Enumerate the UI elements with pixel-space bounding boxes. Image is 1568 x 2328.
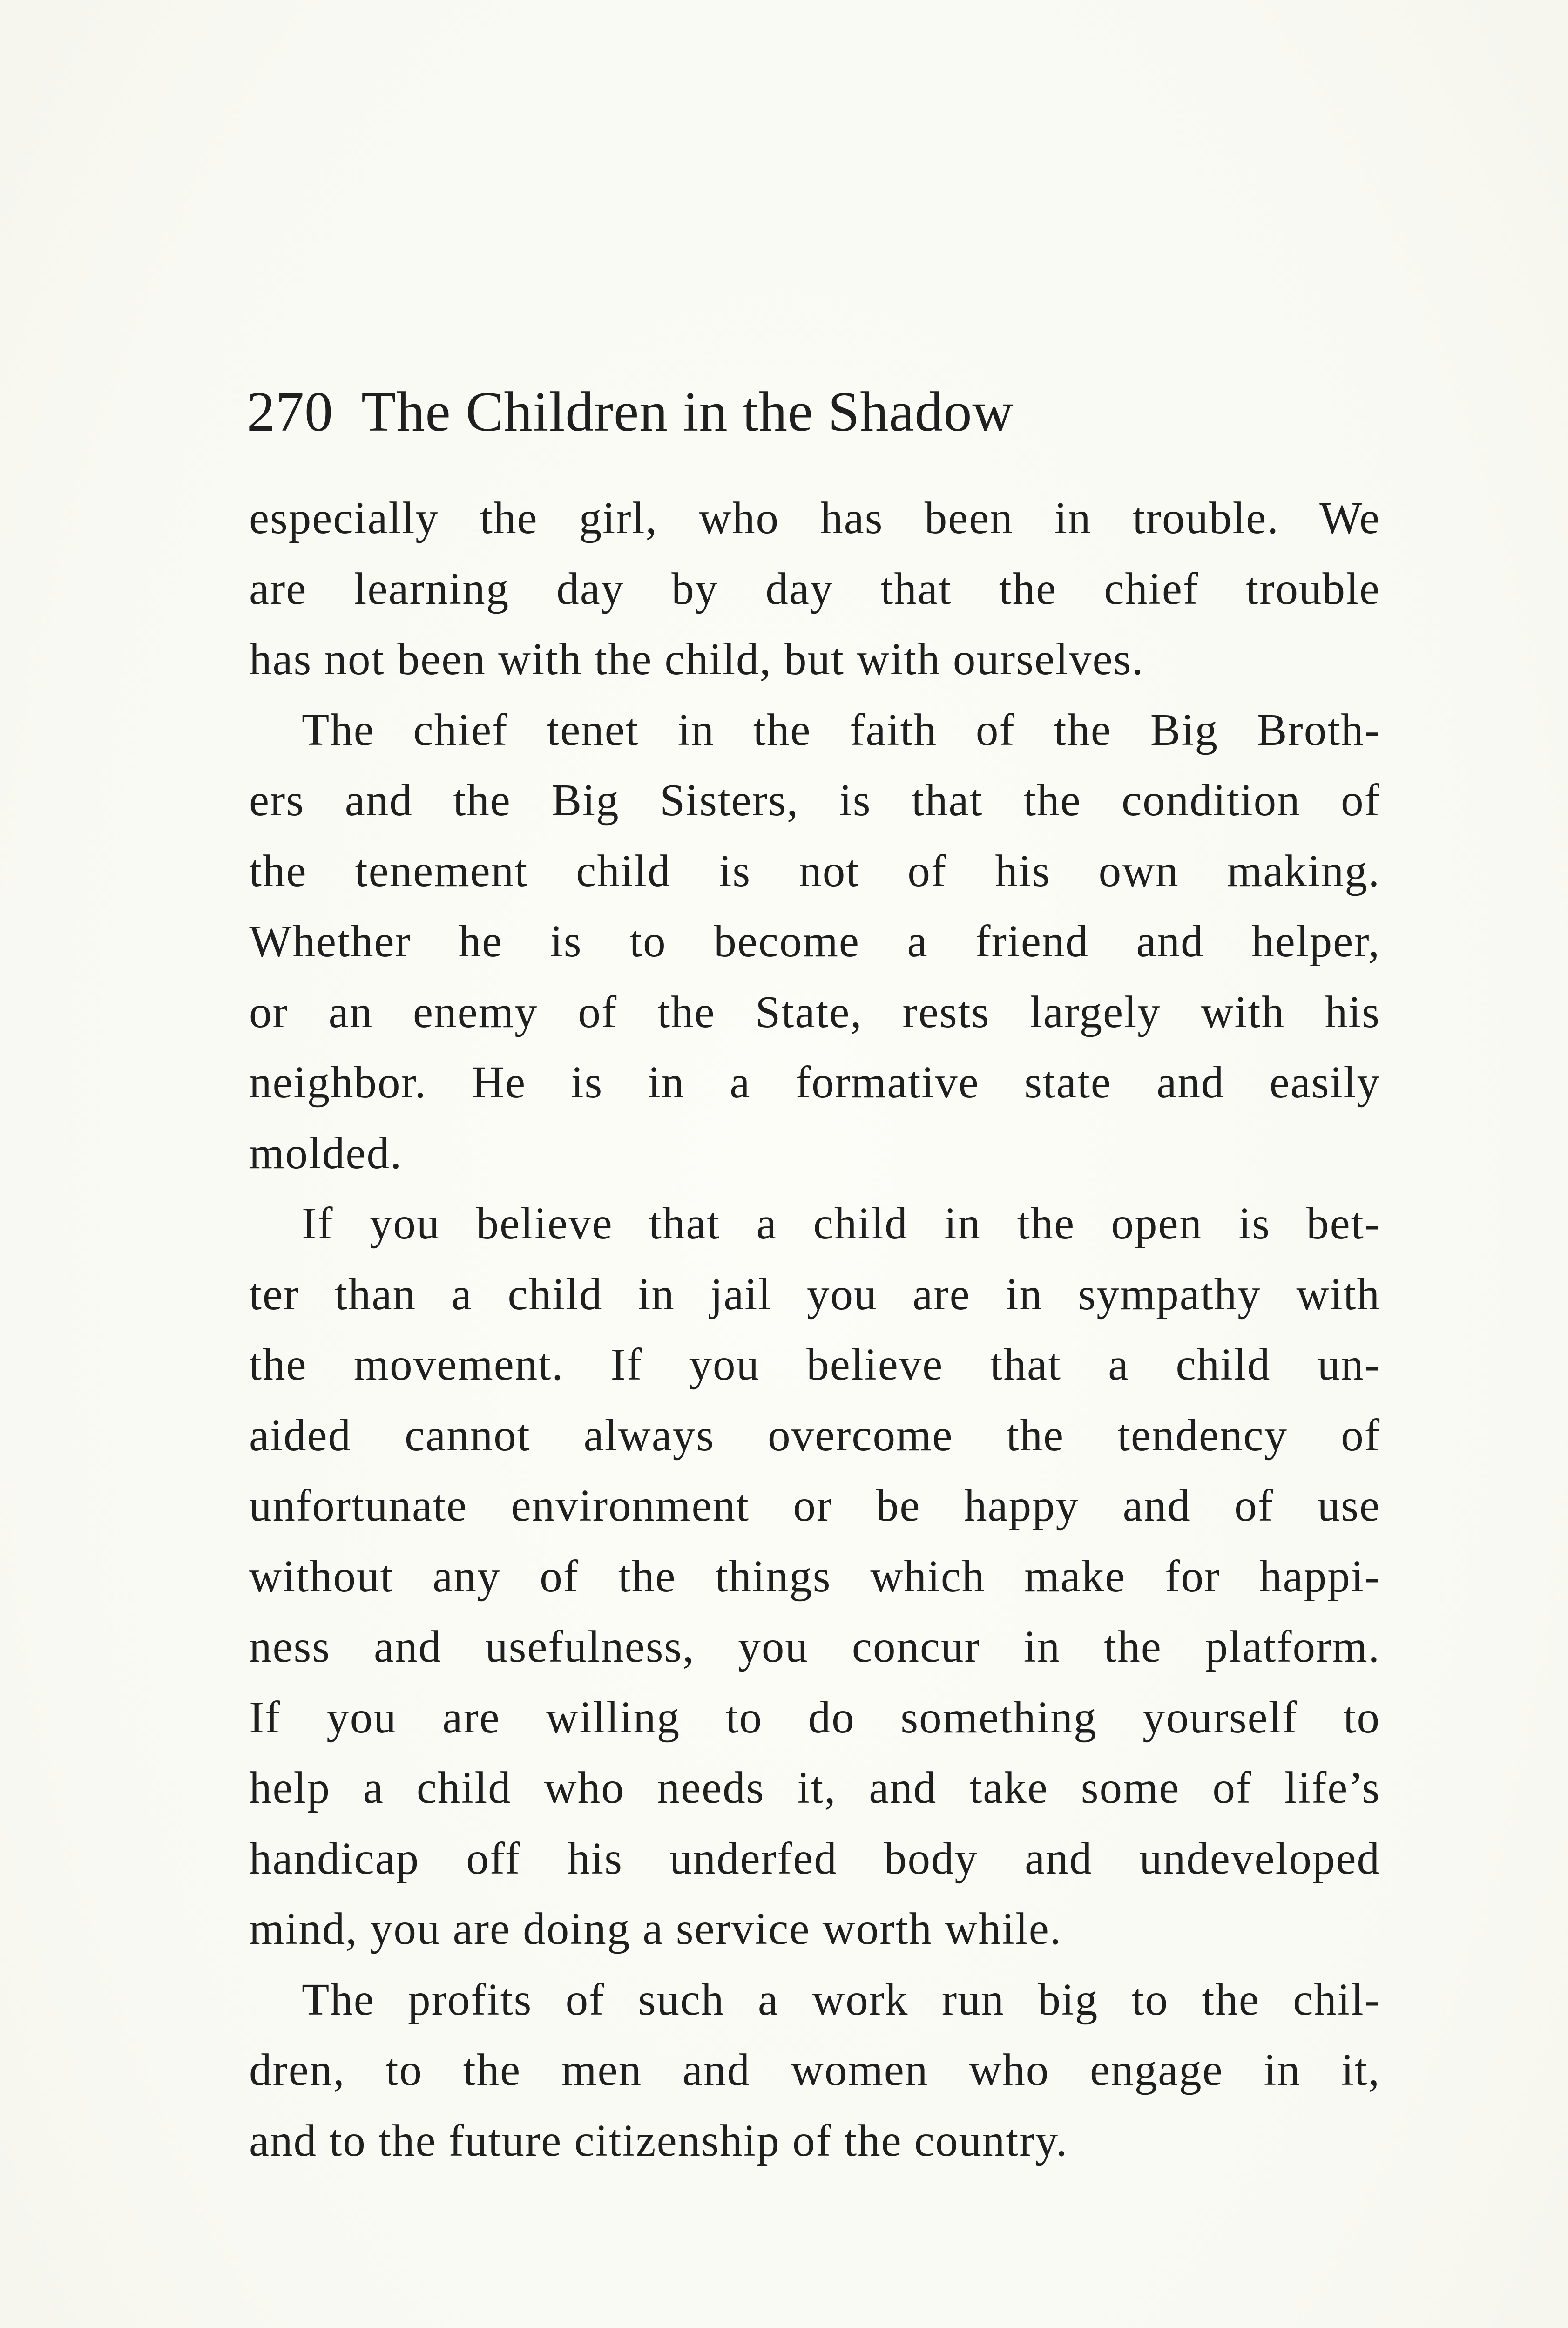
paragraph-2 <box>249 695 1380 1189</box>
text-line: and to the future citizenship of the country. <box>249 2115 1068 2166</box>
text-line: ness and usefulness, you concur in the platform. <box>249 1622 1380 1672</box>
text-line: or an enemy of the State, rests largely with his <box>249 987 1380 1037</box>
running-title: The Children in the Shadow <box>361 380 1014 443</box>
text-line: If you are willing to do something yourself to <box>249 1692 1380 1742</box>
paragraph-1 <box>249 483 1380 695</box>
text-line: Whether he is to become a friend and helper, <box>249 916 1380 966</box>
text-line: unfortunate environment or be happy and of use <box>249 1481 1380 1530</box>
text-line: mind, you are doing a service worth while. <box>249 1904 1062 1954</box>
text-line: ter than a child in jail you are in sympathy with <box>249 1269 1380 1319</box>
text-line: without any of the things which make for happi- <box>249 1551 1380 1601</box>
body-text <box>249 483 1380 2176</box>
text-line: aided cannot always overcome the tendency of <box>249 1410 1380 1460</box>
text-line: The profits of such a work run big to the chil- <box>302 1974 1380 2024</box>
text-line: neighbor. He is in a formative state and easily <box>249 1057 1380 1107</box>
running-head <box>247 377 1387 447</box>
text-line: The chief tenet in the faith of the Big Broth- <box>302 704 1380 755</box>
text-line: If you believe that a child in the open is bet- <box>302 1198 1380 1248</box>
text-line: the movement. If you believe that a child un- <box>249 1340 1380 1389</box>
text-line: ers and the Big Sisters, is that the condition of <box>249 775 1380 825</box>
text-line: are learning day by day that the chief trouble <box>249 563 1380 614</box>
text-line: handicap off his underfed body and undeveloped <box>249 1833 1380 1883</box>
text-line: help a child who needs it, and take some of life’s <box>249 1763 1380 1813</box>
page-number: 270 <box>247 380 333 443</box>
paragraph-3 <box>249 1188 1380 1964</box>
text-line: molded. <box>249 1128 403 1178</box>
text-line: the tenement child is not of his own making. <box>249 846 1380 896</box>
text-line: especially the girl, who has been in trouble. We <box>249 493 1380 543</box>
paragraph-4 <box>249 1964 1380 2176</box>
text-line: dren, to the men and women who engage in it, <box>249 2045 1380 2095</box>
text-line: has not been with the child, but with ourselves. <box>249 634 1144 684</box>
